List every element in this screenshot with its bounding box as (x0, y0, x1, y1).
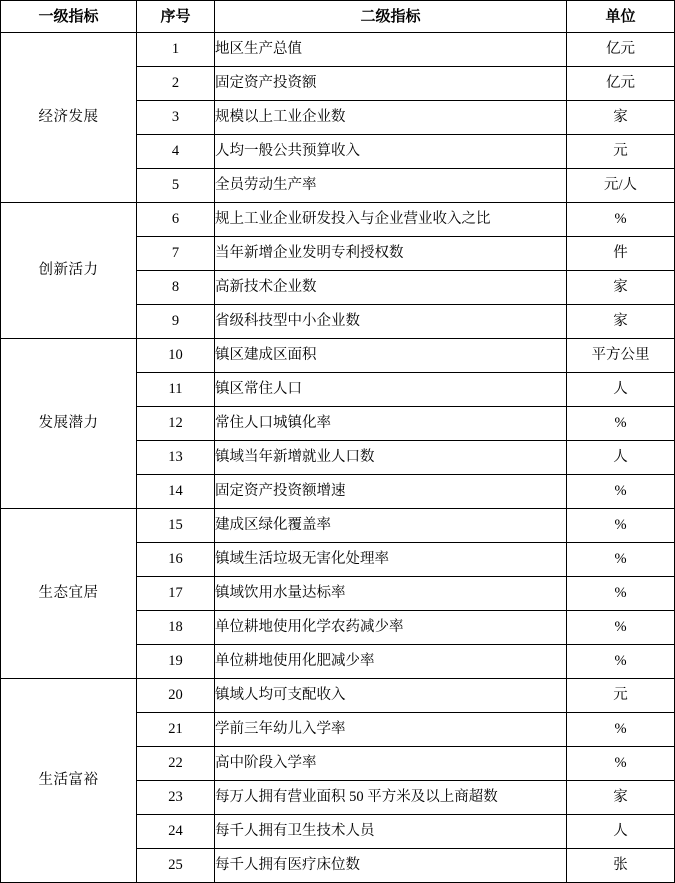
unit-cell: 平方公里 (567, 339, 675, 373)
indicator-cell: 每千人拥有医疗床位数 (215, 849, 567, 883)
header-index: 序号 (137, 1, 215, 33)
indicator-cell: 镇域人均可支配收入 (215, 679, 567, 713)
unit-cell: 元/人 (567, 169, 675, 203)
unit-cell: 家 (567, 781, 675, 815)
unit-cell: % (567, 509, 675, 543)
table-row (1, 203, 675, 237)
index-cell: 10 (137, 339, 215, 373)
table-row (1, 509, 675, 543)
category-cell: 发展潜力 (1, 339, 137, 509)
index-cell: 20 (137, 679, 215, 713)
index-cell: 8 (137, 271, 215, 305)
unit-cell: 家 (567, 101, 675, 135)
category-cell: 经济发展 (1, 33, 137, 203)
unit-cell: 人 (567, 815, 675, 849)
indicator-cell: 地区生产总值 (215, 33, 567, 67)
index-cell: 14 (137, 475, 215, 509)
indicator-cell: 学前三年幼儿入学率 (215, 713, 567, 747)
indicator-cell: 每万人拥有营业面积 50 平方米及以上商超数 (215, 781, 567, 815)
index-cell: 25 (137, 849, 215, 883)
indicator-cell: 人均一般公共预算收入 (215, 135, 567, 169)
header-indicator: 二级指标 (215, 1, 567, 33)
unit-cell: 家 (567, 271, 675, 305)
indicator-cell: 规上工业企业研发投入与企业营业收入之比 (215, 203, 567, 237)
index-cell: 9 (137, 305, 215, 339)
table-header-row (1, 1, 675, 33)
unit-cell: 件 (567, 237, 675, 271)
indicator-cell: 高新技术企业数 (215, 271, 567, 305)
indicator-cell: 全员劳动生产率 (215, 169, 567, 203)
index-cell: 2 (137, 67, 215, 101)
unit-cell: 张 (567, 849, 675, 883)
table-body (1, 33, 675, 883)
index-cell: 18 (137, 611, 215, 645)
unit-cell: 亿元 (567, 33, 675, 67)
index-cell: 6 (137, 203, 215, 237)
table-row (1, 33, 675, 67)
indicator-cell: 高中阶段入学率 (215, 747, 567, 781)
index-cell: 21 (137, 713, 215, 747)
unit-cell: 家 (567, 305, 675, 339)
category-cell: 生活富裕 (1, 679, 137, 883)
index-cell: 5 (137, 169, 215, 203)
unit-cell: % (567, 475, 675, 509)
index-cell: 1 (137, 33, 215, 67)
category-cell: 生态宜居 (1, 509, 137, 679)
index-cell: 22 (137, 747, 215, 781)
index-cell: 3 (137, 101, 215, 135)
indicator-cell: 当年新增企业发明专利授权数 (215, 237, 567, 271)
index-cell: 4 (137, 135, 215, 169)
indicator-cell: 镇域饮用水量达标率 (215, 577, 567, 611)
indicator-cell: 建成区绿化覆盖率 (215, 509, 567, 543)
unit-cell: % (567, 407, 675, 441)
unit-cell: % (567, 203, 675, 237)
indicator-cell: 每千人拥有卫生技术人员 (215, 815, 567, 849)
indicator-cell: 省级科技型中小企业数 (215, 305, 567, 339)
index-cell: 24 (137, 815, 215, 849)
indicator-cell: 单位耕地使用化学农药减少率 (215, 611, 567, 645)
indicator-cell: 固定资产投资额 (215, 67, 567, 101)
index-cell: 12 (137, 407, 215, 441)
indicator-cell: 镇域生活垃圾无害化处理率 (215, 543, 567, 577)
index-cell: 11 (137, 373, 215, 407)
category-cell: 创新活力 (1, 203, 137, 339)
indicator-cell: 单位耕地使用化肥减少率 (215, 645, 567, 679)
table-row (1, 339, 675, 373)
unit-cell: 元 (567, 679, 675, 713)
index-cell: 16 (137, 543, 215, 577)
unit-cell: % (567, 611, 675, 645)
indicator-cell: 常住人口城镇化率 (215, 407, 567, 441)
indicator-cell: 镇域当年新增就业人口数 (215, 441, 567, 475)
unit-cell: 人 (567, 441, 675, 475)
unit-cell: % (567, 577, 675, 611)
index-cell: 7 (137, 237, 215, 271)
table-row (1, 679, 675, 713)
unit-cell: % (567, 543, 675, 577)
index-cell: 23 (137, 781, 215, 815)
index-cell: 17 (137, 577, 215, 611)
unit-cell: 亿元 (567, 67, 675, 101)
unit-cell: % (567, 645, 675, 679)
index-cell: 15 (137, 509, 215, 543)
indicator-cell: 镇区建成区面积 (215, 339, 567, 373)
table-header (1, 1, 675, 33)
indicator-cell: 镇区常住人口 (215, 373, 567, 407)
index-cell: 13 (137, 441, 215, 475)
index-cell: 19 (137, 645, 215, 679)
unit-cell: % (567, 713, 675, 747)
indicator-cell: 规模以上工业企业数 (215, 101, 567, 135)
unit-cell: 人 (567, 373, 675, 407)
indicator-cell: 固定资产投资额增速 (215, 475, 567, 509)
header-category: 一级指标 (1, 1, 137, 33)
unit-cell: 元 (567, 135, 675, 169)
header-unit: 单位 (567, 1, 675, 33)
unit-cell: % (567, 747, 675, 781)
